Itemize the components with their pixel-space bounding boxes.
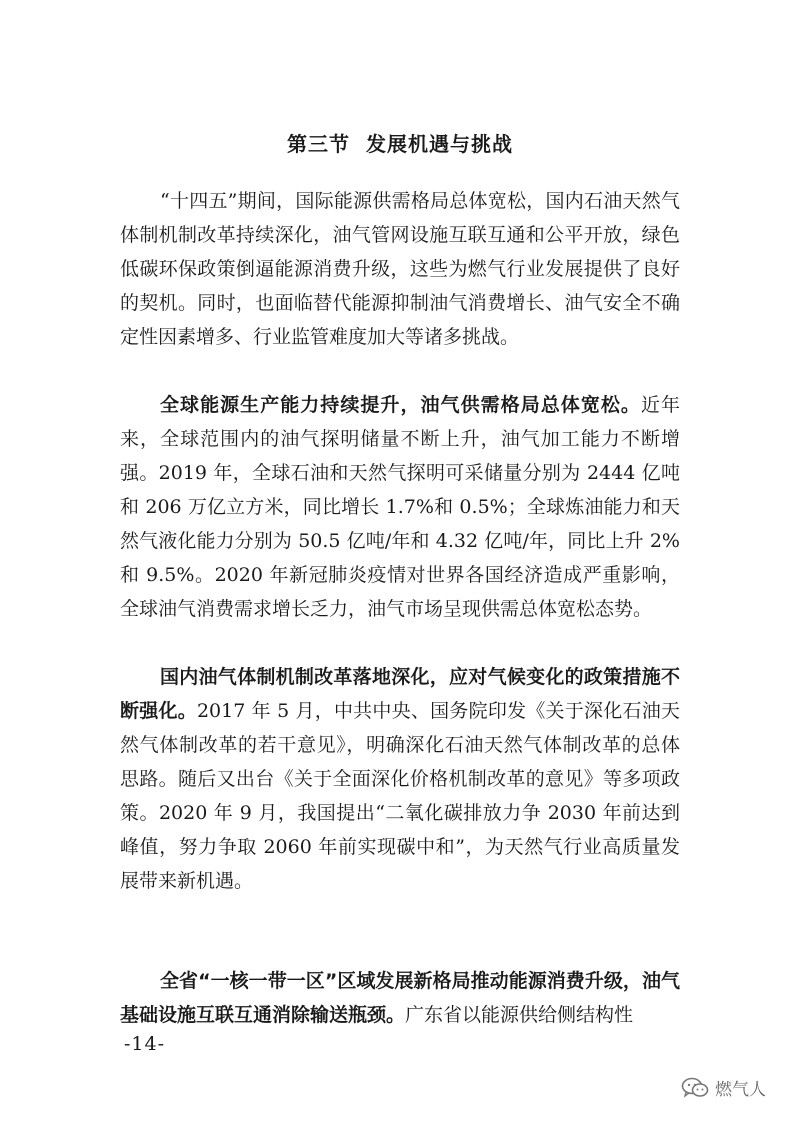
- paragraph-lead: 国内油气体制机制改革落地深化，应对气候变化的政策措施不断强化。: [120, 666, 680, 722]
- paragraph-body: 近年来，全球范围内的油气探明储量不断上升，油气加工能力不断增强。2019 年，全球石油和天然气探明可采储量分别为 2444 亿吨和 206 万亿立方米，同比增长 1.7%和 0.5%；全球炼油能力和天然气液化能力分别为 50.5 亿吨/年和 4.32 亿吨/年，同比上升 2%和 9.5%。2020 年新冠肺炎疫情对世界各国经济造成严重影响，全球油气消费需求增长乏力，油气市场呈现供需总体宽松态势。: [120, 394, 680, 620]
- section-name: 发展机遇与挑战: [366, 132, 513, 156]
- paragraph-global-energy: [120, 388, 680, 626]
- section-heading: [120, 128, 680, 157]
- paragraph-body: 2017 年 5 月，中共中央、国务院印发《关于深化石油天然气体制改革的若干意见》，明确深化石油天然气体制改革的总体思路。随后又出台《关于全面深化价格机制改革的意见》等多项政策。2020 年 9 月，我国提出“二氧化碳排放力争 2030 年前达到峰值，努力争取 2060 年前实现碳中和”，为天然气行业高质量发展带来新机遇。: [120, 700, 680, 892]
- wechat-icon: [681, 1077, 709, 1099]
- watermark: [681, 1075, 766, 1100]
- paragraph-provincial: [120, 964, 680, 1032]
- section-number: 第三节: [287, 132, 350, 156]
- paragraph-intro: [120, 184, 680, 354]
- page-number: -14-: [124, 1033, 166, 1055]
- paragraph-lead: 全球能源生产能力持续提升，油气供需格局总体宽松。: [160, 394, 641, 416]
- paragraph-body: 广东省以能源供给侧结构性: [405, 1004, 634, 1026]
- paragraph-body: “十四五”期间，国际能源供需格局总体宽松，国内石油天然气体制机制改革持续深化，油气管网设施互联互通和公平开放，绿色低碳环保政策倒逼能源消费升级，这些为燃气行业发展提供了良好的契机。同时，也面临替代能源抑制油气消费增长、油气安全不确定性因素增多、行业监管难度加大等诸多挑战。: [120, 190, 680, 348]
- paragraph-lead: 全省“一核一带一区”区域发展新格局推动能源消费升级，油气基础设施互联互通消除输送瓶颈。: [120, 970, 680, 1026]
- paragraph-domestic-reform: [120, 660, 680, 898]
- watermark-text: 燃气人: [715, 1080, 766, 1100]
